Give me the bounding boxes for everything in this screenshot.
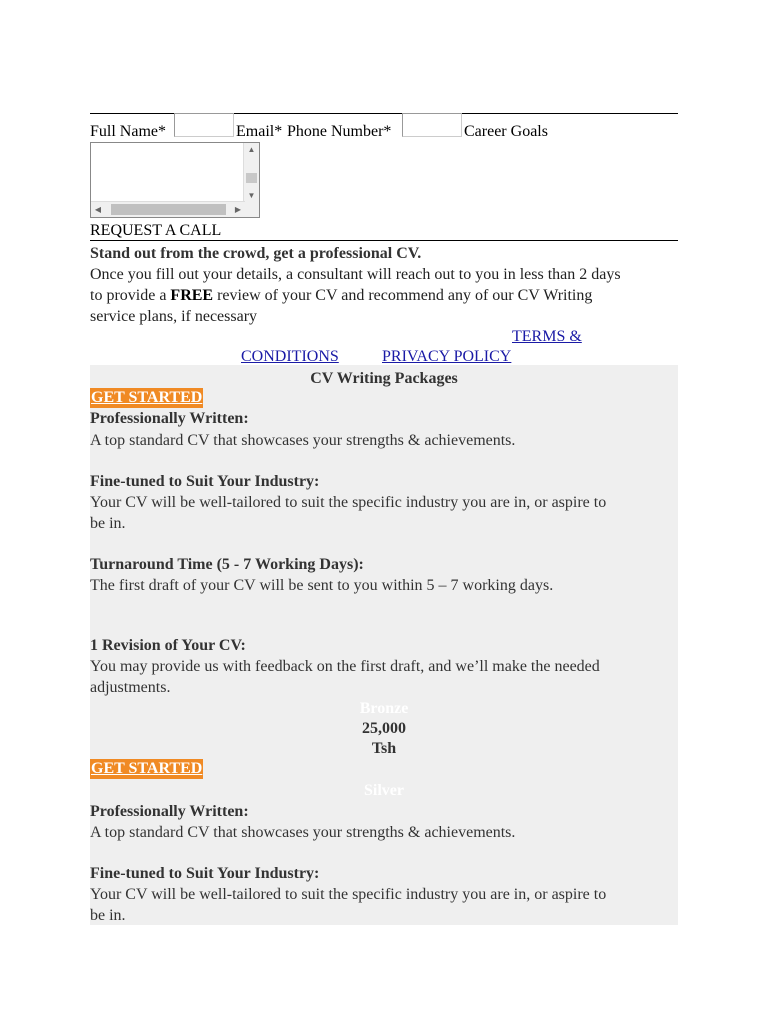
career-goals-label: Career Goals: [464, 123, 548, 140]
form-bottom-divider: [90, 240, 678, 241]
get-started-button-bronze[interactable]: GET STARTED: [91, 389, 203, 406]
intro-line-2-pre: to provide a: [90, 287, 171, 304]
bronze-feature-1-title: Professionally Written:: [90, 410, 249, 427]
silver-tier-name: Silver: [364, 782, 404, 799]
intro-line-2: [90, 285, 678, 306]
phone-input[interactable]: [402, 113, 462, 137]
scroll-thumb[interactable]: [246, 173, 257, 183]
request-call-button[interactable]: REQUEST A CALL: [90, 222, 222, 239]
bronze-feature-3-title: [90, 554, 670, 575]
full-name-label: Full Name*: [90, 123, 166, 140]
vertical-scrollbar[interactable]: [243, 143, 259, 203]
turnaround-range: (5 - 7 Working Days):: [212, 556, 364, 573]
bronze-feature-2-title: Fine-tuned to Suit Your Industry:: [90, 473, 320, 490]
phone-label: Phone Number*: [287, 123, 392, 140]
privacy-policy-link[interactable]: PRIVACY POLICY: [382, 348, 512, 365]
bronze-feature-4-text-2: adjustments.: [90, 679, 171, 696]
terms-link-part2[interactable]: CONDITIONS: [241, 348, 339, 365]
bronze-feature-4-text-1: You may provide us with feedback on the first draft, and we’ll make the needed: [90, 658, 600, 675]
get-started-button-silver[interactable]: GET STARTED: [91, 760, 203, 777]
bronze-feature-2-text-2: be in.: [90, 515, 126, 532]
headline: Stand out from the crowd, get a professional CV.: [90, 245, 422, 262]
intro-line-2-post: review of your CV and recommend any of our CV Writing: [213, 287, 593, 304]
silver-feature-2-text-2: be in.: [90, 907, 126, 924]
career-goals-textarea[interactable]: [90, 142, 260, 218]
horizontal-scroll-thumb[interactable]: [111, 204, 226, 215]
scroll-up-icon[interactable]: ▲: [247, 145, 256, 154]
scroll-left-icon[interactable]: ◀: [94, 205, 102, 214]
bronze-currency: Tsh: [371, 740, 397, 757]
bronze-feature-4-title: 1 Revision of Your CV:: [90, 637, 246, 654]
bronze-price: 25,000: [362, 720, 406, 737]
intro-line-3: service plans, if necessary: [90, 308, 258, 325]
horizontal-scrollbar[interactable]: [91, 201, 245, 217]
silver-feature-2-text-1: Your CV will be well-tailored to suit the specific industry you are in, or aspire to: [90, 886, 607, 903]
full-name-input[interactable]: [174, 113, 234, 137]
packages-panel: [90, 365, 678, 925]
free-emphasis: FREE: [170, 287, 214, 304]
scroll-right-icon[interactable]: ▶: [234, 205, 242, 214]
terms-link-part1[interactable]: TERMS &: [512, 328, 582, 345]
packages-title: CV Writing Packages: [310, 370, 458, 387]
turnaround-label: Turnaround Time: [90, 556, 213, 573]
scroll-corner: [244, 202, 259, 217]
intro-line-1: Once you fill out your details, a consultant will reach out to you in less than 2 days: [90, 266, 621, 283]
silver-feature-1-title: Professionally Written:: [90, 803, 249, 820]
bronze-feature-2-text-1: Your CV will be well-tailored to suit the specific industry you are in, or aspire to: [90, 494, 607, 511]
bronze-feature-3-text: The first draft of your CV will be sent to you within 5 – 7 working days.: [90, 577, 554, 594]
silver-feature-1-text: A top standard CV that showcases your strengths & achievements.: [90, 824, 516, 841]
email-label: Email*: [236, 123, 283, 140]
scroll-down-icon[interactable]: ▼: [247, 191, 256, 200]
bronze-tier-name: Bronze: [359, 700, 409, 717]
bronze-feature-1-text: A top standard CV that showcases your strengths & achievements.: [90, 432, 516, 449]
silver-feature-2-title: Fine-tuned to Suit Your Industry:: [90, 865, 320, 882]
